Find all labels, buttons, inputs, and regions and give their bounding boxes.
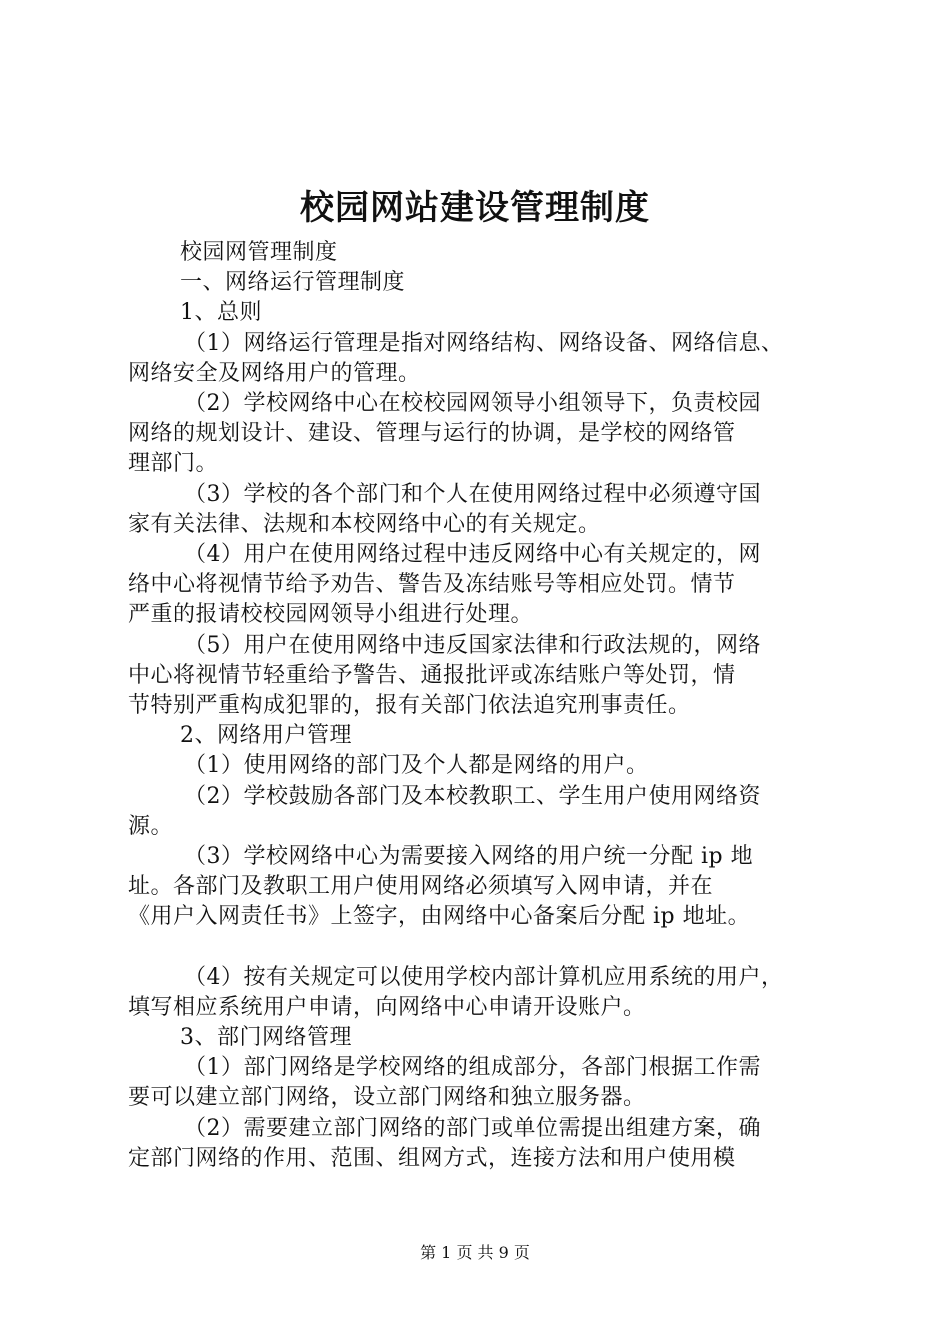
text-line: （1）使用网络的部门及个人都是网络的用户。: [184, 753, 649, 779]
subtitle: 校园网管理制度: [180, 240, 338, 265]
subsection-heading: 3、部门网络管理: [180, 1025, 352, 1051]
text-line: （1）网络运行管理是指对网络结构、网络设备、网络信息、: [184, 330, 784, 356]
text-line: 址。各部门及教职工用户使用网络必须填写入网申请，并在: [128, 874, 714, 900]
document-title: 校园网站建设管理制度: [300, 188, 650, 228]
text-line: 严重的报请校校园网领导小组进行处理。: [128, 602, 534, 628]
text-line: （2）学校网络中心在校校园网领导小组领导下，负责校园: [184, 391, 761, 417]
text-line: （3）学校网络中心为需要接入网络的用户统一分配 ip 地: [184, 844, 754, 870]
document-body: [128, 238, 834, 1174]
text-line: 要可以建立部门网络，设立部门网络和独立服务器。: [128, 1085, 646, 1111]
blank-line: [128, 933, 834, 963]
text-line: （4）用户在使用网络过程中违反网络中心有关规定的，网: [184, 542, 761, 568]
text-line: （1）部门网络是学校网络的组成部分，各部门根据工作需: [184, 1055, 761, 1081]
text-line: 理部门。: [128, 451, 219, 477]
subsection-heading: 1、总则: [180, 300, 262, 326]
text-line: 中心将视情节轻重给予警告、通报批评或冻结账户等处罚，情: [128, 662, 736, 688]
text-line: 家有关法律、法规和本校网络中心的有关规定。: [128, 511, 601, 537]
section-heading: 一、网络运行管理制度: [180, 270, 406, 296]
page-footer: 第 1 页 共 9 页: [420, 1243, 530, 1262]
text-line: （3）学校的各个部门和个人在使用网络过程中必须遵守国: [184, 481, 761, 507]
text-line: 源。: [128, 813, 174, 839]
text-line: （5）用户在使用网络中违反国家法律和行政法规的，网络: [184, 632, 761, 658]
text-line: 网络安全及网络用户的管理。: [128, 360, 421, 386]
text-line: 《用户入网责任书》上签字，由网络中心备案后分配 ip 地址。: [128, 904, 751, 930]
subsection-heading: 2、网络用户管理: [180, 723, 352, 749]
text-line: 节特别严重构成犯罪的，报有关部门依法追究刑事责任。: [128, 693, 691, 719]
text-line: 定部门网络的作用、范围、组网方式，连接方法和用户使用模: [128, 1145, 736, 1171]
text-line: （2）需要建立部门网络的部门或单位需提出组建方案，确: [184, 1115, 761, 1141]
text-line: （4）按有关规定可以使用学校内部计算机应用系统的用户，: [184, 964, 784, 990]
text-line: 网络的规划设计、建设、管理与运行的协调，是学校的网络管: [128, 421, 736, 447]
text-line: 填写相应系统用户申请，向网络中心申请开设账户。: [128, 994, 646, 1020]
text-line: 络中心将视情节给予劝告、警告及冻结账号等相应处罚。情节: [128, 572, 736, 598]
text-line: （2）学校鼓励各部门及本校教职工、学生用户使用网络资: [184, 783, 761, 809]
